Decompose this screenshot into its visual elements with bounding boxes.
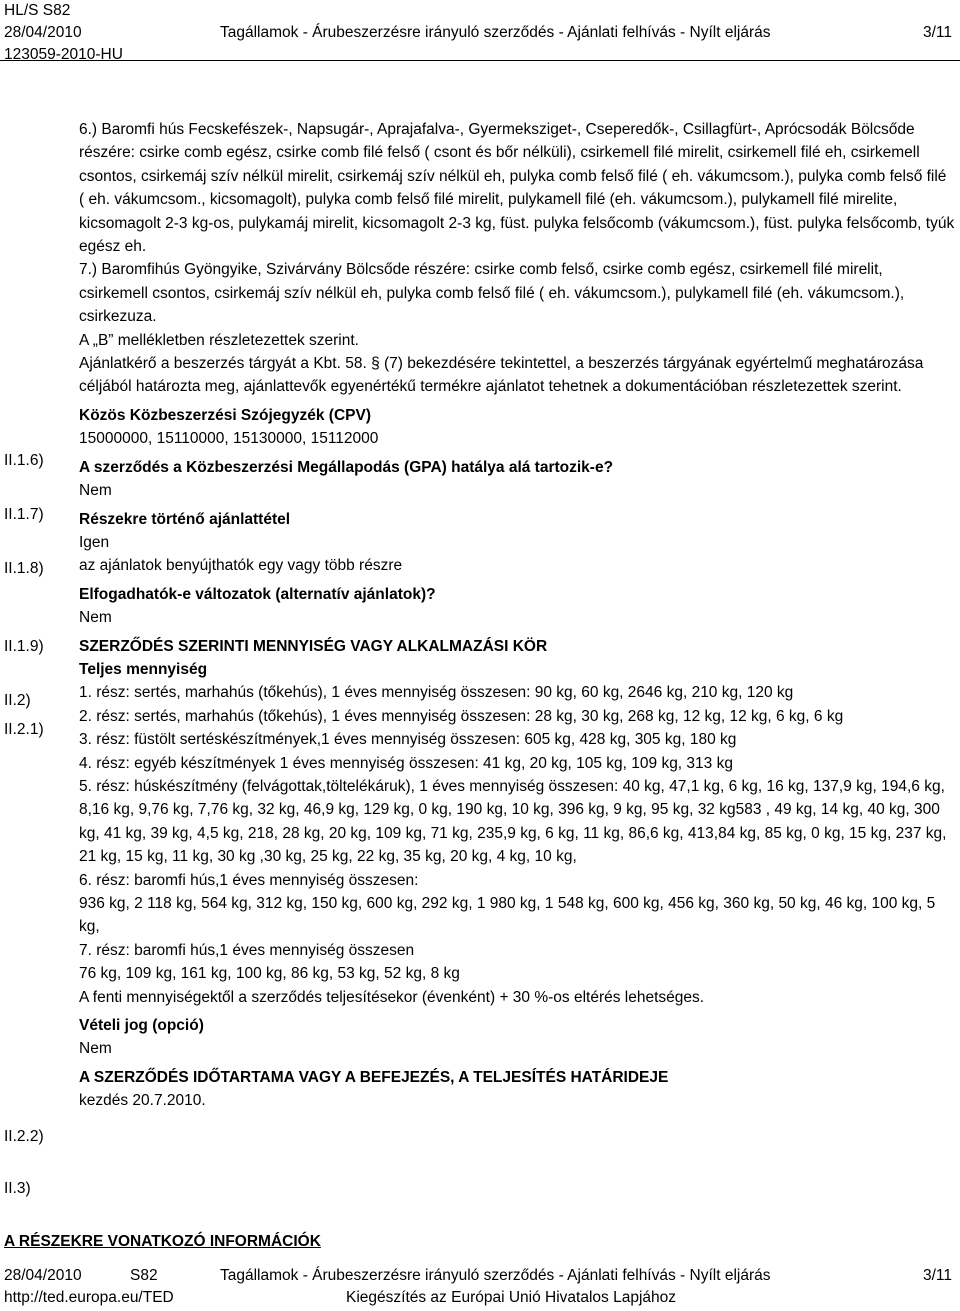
- label-ii-1-7: II.1.7): [4, 506, 44, 523]
- parts-value: Igen: [79, 533, 110, 551]
- quantity-part1: 1. rész: sertés, marhahús (tőkehús), 1 éves mennyiség összesen: 90 kg, 60 kg, 2646 kg, 210 kg, 120 kg: [79, 684, 794, 702]
- header-date: 28/04/2010: [4, 24, 82, 41]
- scope-title: SZERZŐDÉS SZERINTI MENNYISÉG VAGY ALKALMAZÁSI KÖR: [79, 637, 548, 655]
- annex-note: A „B” mellékletben részletezettek szerint.: [79, 331, 359, 349]
- variants-value: Nem: [79, 609, 112, 627]
- parts-detail: az ajánlatok benyújthatók egy vagy több részre: [79, 557, 403, 575]
- quantity-part4: 4. rész: egyéb készítmények 1 éves mennyiség összesen: 41 kg, 20 kg, 105 kg, 109 kg, 313 kg: [79, 754, 733, 772]
- quantity-part6-values: 936 kg, 2 118 kg, 564 kg, 312 kg, 150 kg, 600 kg, 292 kg, 1 980 kg, 1 548 kg, 600 kg, 456 kg, 360 kg, 50 kg, 46 kg, 100 kg, 5 kg,: [79, 895, 936, 936]
- label-ii-2: II.2): [4, 692, 31, 709]
- label-ii-3: II.3): [4, 1180, 31, 1197]
- label-ii-1-6: II.1.6): [4, 452, 44, 469]
- duration-title: A SZERZŐDÉS IDŐTARTAMA VAGY A BEFEJEZÉS, A TELJESÍTÉS HATÁRIDEJE: [79, 1068, 669, 1086]
- quantity-part6-title: 6. rész: baromfi hús,1 éves mennyiség összesen:: [79, 871, 419, 889]
- label-ii-1-8: II.1.8): [4, 560, 44, 577]
- header-title: Tagállamok - Árubeszerzésre irányuló szerződés - Ajánlati felhívás - Nyílt eljárás: [220, 24, 771, 41]
- footer-issue: S82: [130, 1267, 158, 1284]
- label-ii-2-1: II.2.1): [4, 721, 44, 738]
- cpv-title: Közös Közbeszerzési Szójegyzék (CPV): [79, 406, 371, 424]
- footer-date: 28/04/2010: [4, 1267, 82, 1284]
- footer-url-link[interactable]: http://ted.europa.eu/TED: [4, 1289, 174, 1306]
- label-ii-2-2: II.2.2): [4, 1128, 44, 1145]
- footer-title: Tagállamok - Árubeszerzésre irányuló szerződés - Ajánlati felhívás - Nyílt eljárás: [220, 1267, 771, 1284]
- quantity-part7-values: 76 kg, 109 kg, 161 kg, 100 kg, 86 kg, 53 kg, 52 kg, 8 kg: [79, 965, 460, 983]
- option-title: Vételi jog (opció): [79, 1017, 204, 1035]
- main-content: [79, 118, 955, 1113]
- page-footer: [4, 1265, 952, 1309]
- duration-value: kezdés 20.7.2010.: [79, 1092, 206, 1110]
- gpa-value: Nem: [79, 482, 112, 500]
- cpv-codes: 15000000, 15110000, 15130000, 15112000: [79, 430, 379, 448]
- footer-publisher: Kiegészítés az Európai Unió Hivatalos Lapjához: [346, 1289, 676, 1306]
- quantity-part2: 2. rész: sertés, marhahús (tőkehús), 1 éves mennyiség összesen: 28 kg, 30 kg, 268 kg, 12 kg, 12 kg, 6 kg, 6 kg: [79, 707, 844, 725]
- quantity-part7-title: 7. rész: baromfi hús,1 éves mennyiség összesen: [79, 941, 415, 959]
- footer-page: 3/11: [922, 1267, 952, 1284]
- doc-ref: HL/S S82: [4, 2, 71, 19]
- page-header: [4, 0, 952, 66]
- label-ii-1-9: II.1.9): [4, 638, 44, 655]
- quantity-part3: 3. rész: füstölt sertéskészítmények,1 éves mennyiség összesen: 605 kg, 428 kg, 305 kg, 180 kg: [79, 731, 737, 749]
- header-page: 3/11: [922, 24, 952, 41]
- variants-title: Elfogadhatók-e változatok (alternatív ajánlatok)?: [79, 585, 436, 603]
- notice-number: 123059-2010-HU: [4, 46, 123, 63]
- paragraph-part7: 7.) Baromfihús Gyöngyike, Szivárvány Bölcsőde részére: csirke comb felső, csirke comb egész, csirkemell filé mirelit, csirkemell csontos, csirkemáj szív nélkül eh, pulyka comb felső filé ( eh. vákumcsom.), pulykamell filé (eh. vákumcsom.), csirkezuza.: [79, 261, 905, 326]
- option-value: Nem: [79, 1040, 112, 1058]
- header-divider: [0, 60, 960, 61]
- quantity-part5: 5. rész: húskészítmény (felvágottak,töltelékáruk), 1 éves mennyiség összesen: 40 kg, 47,1 kg, 6 kg, 16 kg, 137,9 kg, 194,6 kg, 8,16 kg, 9,76 kg, 7,76 kg, 32 kg, 46,9 kg, 129 kg, 0 kg, 190 kg, 10 kg, 396 kg, 9 kg, 95 kg, 32 kg583 , 49 kg, 14 kg, 40 kg, 300 kg, 41 kg, 39 kg, 4,5 kg, 218, 28 kg, 20 kg, 109 kg, 71 kg, 235,9 kg, 6 kg, 11 kg, 86,6 kg, 413,84 kg, 85 kg, 0 kg, 15 kg, 237 kg, 21 kg, 15 kg, 11 kg, 30 kg ,30 kg, 25 kg, 22 kg, 35 kg, 20 kg, 4 kg, 10 kg,: [79, 777, 947, 866]
- total-quantity-title: Teljes mennyiség: [79, 660, 208, 678]
- paragraph-part6: 6.) Baromfi hús Fecskefészek-, Napsugár-, Aprajafalva-, Gyermeksziget-, Cseperedők-, Csillagfürt-, Aprócsodák Bölcsőde részére: csirke comb egész, csirke comb filé felső ( csont és bőr nélküli), csirkemell filé mirelit, csirkemell filé eh, csirkemell csontos, csirkemáj szív nélkül mirelit, csirkemáj szív nélkül eh, pulyka comb felső filé ( eh. vákumcsom.), pulyka comb felső filé ( eh. vákumcsom., kicsomagolt), pulyka comb felső filé mirelit, pulykamell filé (eh. vákumcsom.), pulykamell filé mirelite, kicsomagolt 2-3 kg-os, pulykamáj mirelit, kicsomagolt 2-3 kg, füst. pulyka felsőcomb (vákumcsom.), füst. pulyka felsőcomb, tyúk egész eh.: [79, 121, 955, 256]
- parts-title: Részekre történő ajánlattétel: [79, 510, 291, 528]
- deviation-note: A fenti mennyiségektől a szerződés teljesítésekor (évenként) + 30 %-os eltérés lehetséges.: [79, 988, 705, 1006]
- kbt-note: Ajánlatkérő a beszerzés tárgyát a Kbt. 58. § (7) bekezdésére tekintettel, a beszerzés tárgyának egyértelmű meghatározása céljából határozta meg, ajánlattevők egyenértékű termékre ajánlatot tehetnek a dokumentációban részletezettek szerint.: [79, 355, 924, 396]
- gpa-title: A szerződés a Közbeszerzési Megállapodás (GPA) hatálya alá tartozik-e?: [79, 458, 614, 476]
- parts-info-heading: A RÉSZEKRE VONATKOZÓ INFORMÁCIÓK: [4, 1233, 321, 1250]
